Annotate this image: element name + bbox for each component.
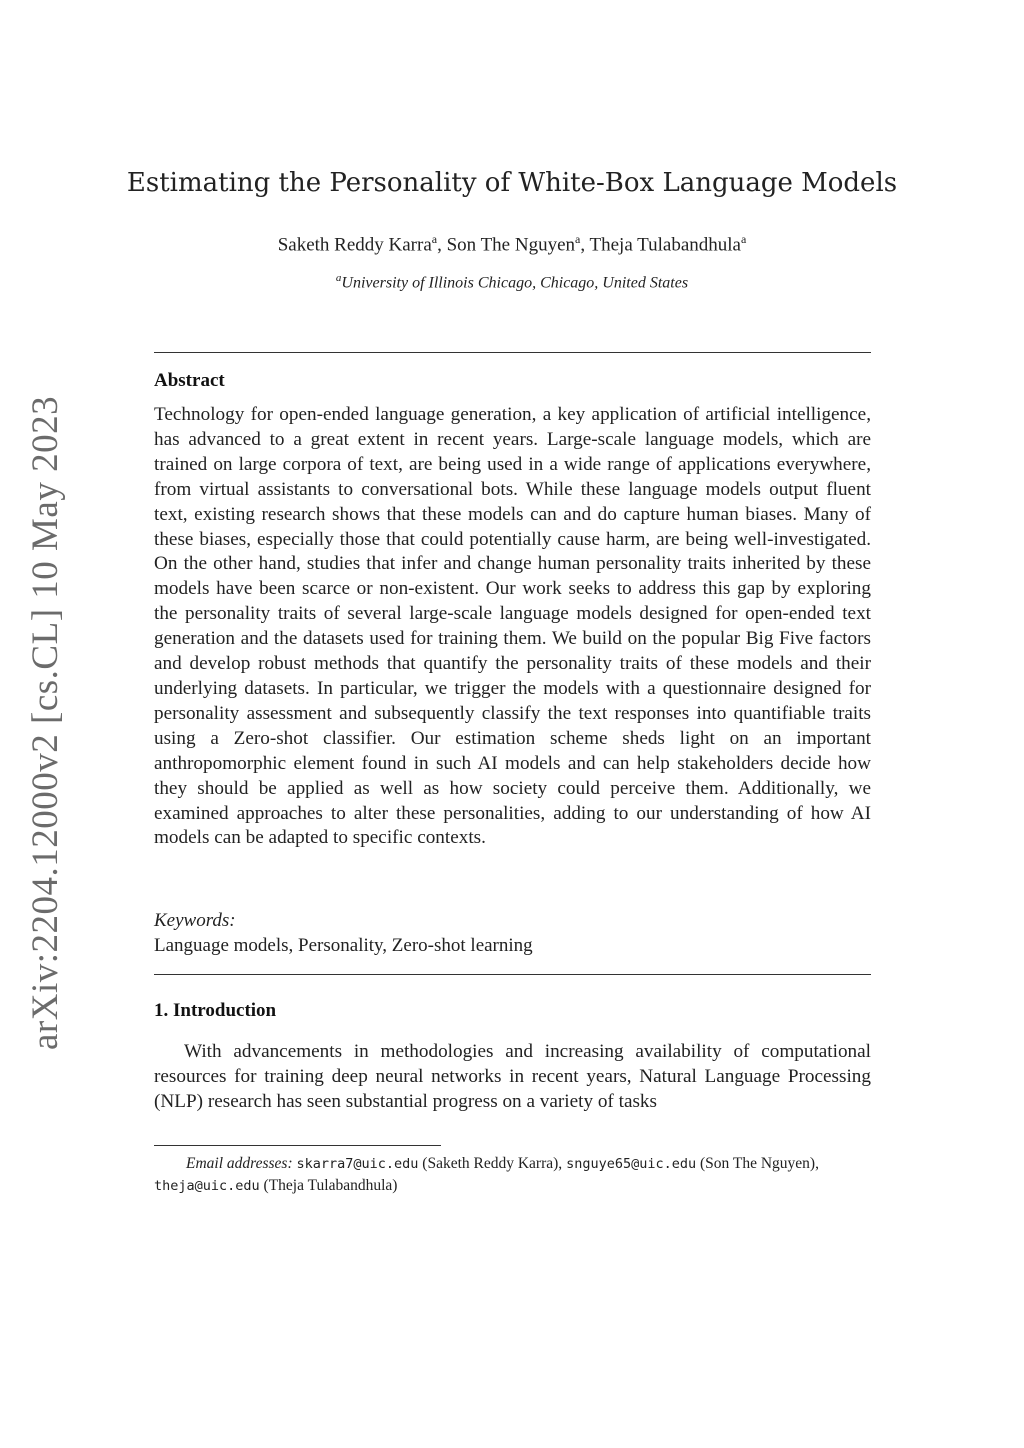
- affiliation-text: University of Illinois Chicago, Chicago, United States: [341, 274, 689, 292]
- author-list: Saketh Reddy Karra$^a$, Son The Nguyen$^a$, Theja Tulabandhula$^a$: [277, 232, 747, 256]
- author-name: Saketh Reddy Karra: [277, 234, 432, 256]
- paper-title: Estimating the Personality of White-Box Language Models: [126, 168, 898, 198]
- email-owner: (Son The Nguyen),: [699, 1155, 819, 1172]
- email-owner: (Saketh Reddy Karra),: [422, 1155, 563, 1172]
- abstract-top-rule: [154, 352, 871, 353]
- abstract-text: Technology for open-ended language generation, a key application of artificial intelligence, has advanced to a great extent in recent years. Large-scale language models, which are trained on large corpora of text, are being used in a wide range of applications everywhere, from virtual assistants to conversational bots. While these language models output fluent text, existing research shows that these models can and do capture human biases. Many of these biases, especially those that could potentially cause harm, are being well-investigated. On the other hand, studies that infer and change human personality traits inherited by these models have been scarce or non-existent. Our work seeks to address this gap by exploring the personality traits of several large-scale language models designed for open-ended text generation and the datasets used for training them. We build on the popular Big Five factors and develop robust methods that quantify the personality traits of these models and their underlying datasets. In particular, we trigger the models with a questionnaire designed for personality assessment and subsequently classify the text responses into quantifiable traits using a Zero-shot classifier. Our estimation scheme sheds light on an important anthropomorphic element found in such AI models and can help stakeholders decide how they should be applied as well as how society could perceive them. Additionally, we examined approaches to alter these personalities, adding to our understanding of how AI models can be adapted to specific contexts.: [154, 404, 871, 849]
- email-owner: (Theja Tulabandhula): [263, 1177, 398, 1194]
- affiliation: [0, 272, 1024, 292]
- author-name: Son The Nguyen: [446, 234, 576, 256]
- email-link[interactable]: theja@uic.edu: [154, 1178, 260, 1194]
- footnote-label: Email addresses:: [186, 1155, 293, 1172]
- affiliation-mark: a: [335, 272, 342, 284]
- introduction-text: With advancements in methodologies and increasing availability of computational resources for training deep neural networks in recent years, Natural Language Processing (NLP) research has seen substantial progress on a variety of tasks: [154, 1041, 871, 1112]
- author-affiliation-mark: a: [431, 232, 438, 246]
- keywords-list: Language models, Personality, Zero-shot learning: [154, 935, 533, 956]
- footnote-rule: [154, 1145, 441, 1146]
- abstract-bottom-rule: [154, 974, 871, 975]
- author-name: Theja Tulabandhula: [589, 234, 741, 256]
- abstract-heading: Abstract: [154, 370, 225, 391]
- email-link[interactable]: snguye65@uic.edu: [566, 1156, 697, 1172]
- introduction-heading: 1. Introduction: [154, 1000, 277, 1021]
- author-affiliation-mark: a: [575, 232, 581, 246]
- keywords-label: Keywords:: [154, 910, 236, 931]
- author-affiliation-mark: a: [740, 232, 747, 246]
- email-footnote: [154, 1153, 871, 1197]
- email-link[interactable]: skarra7@uic.edu: [296, 1156, 419, 1172]
- arxiv-identifier: arXiv:2204.12000v2 [cs.CL] 10 May 2023: [25, 395, 66, 1050]
